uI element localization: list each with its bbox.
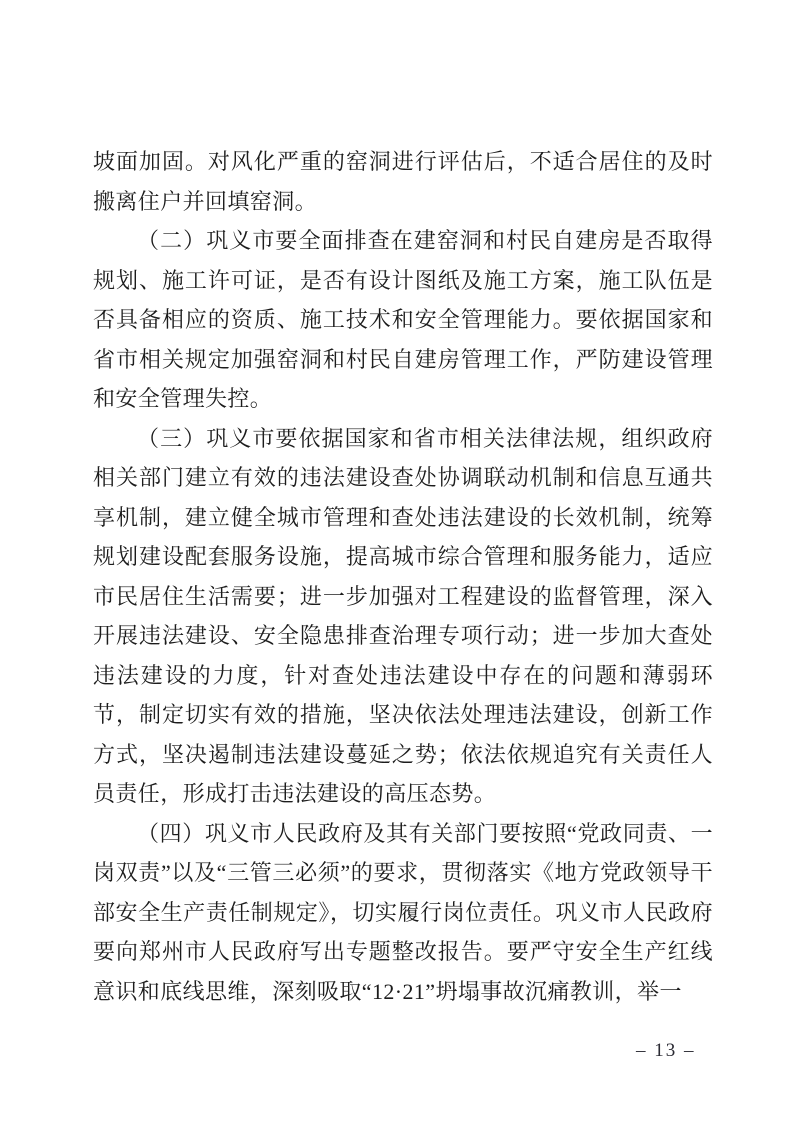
paragraph-item-2: （二）巩义市要全面排查在建窑洞和村民自建房是否取得规划、施工许可证，是否有设计图纸及施工方案，施工队伍是否具备相应的资质、施工技术和安全管理能力。要依据国家和省市相关规定加强窑洞和村民自建房管理工作，严防建设管理和安全管理失控。 bbox=[93, 228, 713, 411]
page-number: – 13 – bbox=[636, 1040, 696, 1061]
document-body bbox=[93, 142, 713, 1011]
paragraph-continuation: 坡面加固。对风化严重的窑洞进行评估后，不适合居住的及时搬离住户并回填窑洞。 bbox=[93, 149, 713, 214]
paragraph-item-3: （三）巩义市要依据国家和省市相关法律法规，组织政府相关部门建立有效的违法建设查处协调联动机制和信息互通共享机制，建立健全城市管理和查处违法建设的长效机制，统筹规划建设配套服务设施，提高城市综合管理和服务能力，适应市民居住生活需要；进一步加强对工程建设的监督管理，深入开展违法建设、安全隐患排查治理专项行动；进一步加大查处违法建设的力度，针对查处违法建设中存在的问题和薄弱环节，制定切实有效的措施，坚决依法处理违法建设，创新工作方式，坚决遏制违法建设蔓延之势；依法依规追究有关责任人员责任，形成打击违法建设的高压态势。 bbox=[93, 425, 713, 806]
paragraph-item-4: （四）巩义市人民政府及其有关部门要按照“党政同责、一岗双责”以及“三管三必须”的要求，贯彻落实《地方党政领导干部安全生产责任制规定》，切实履行岗位责任。巩义市人民政府要向郑州市人民政府写出专题整改报告。要严守安全生产红线意识和底线思维，深刻吸取“12·21”坍塌事故沉痛教训，举一 bbox=[93, 820, 713, 1004]
